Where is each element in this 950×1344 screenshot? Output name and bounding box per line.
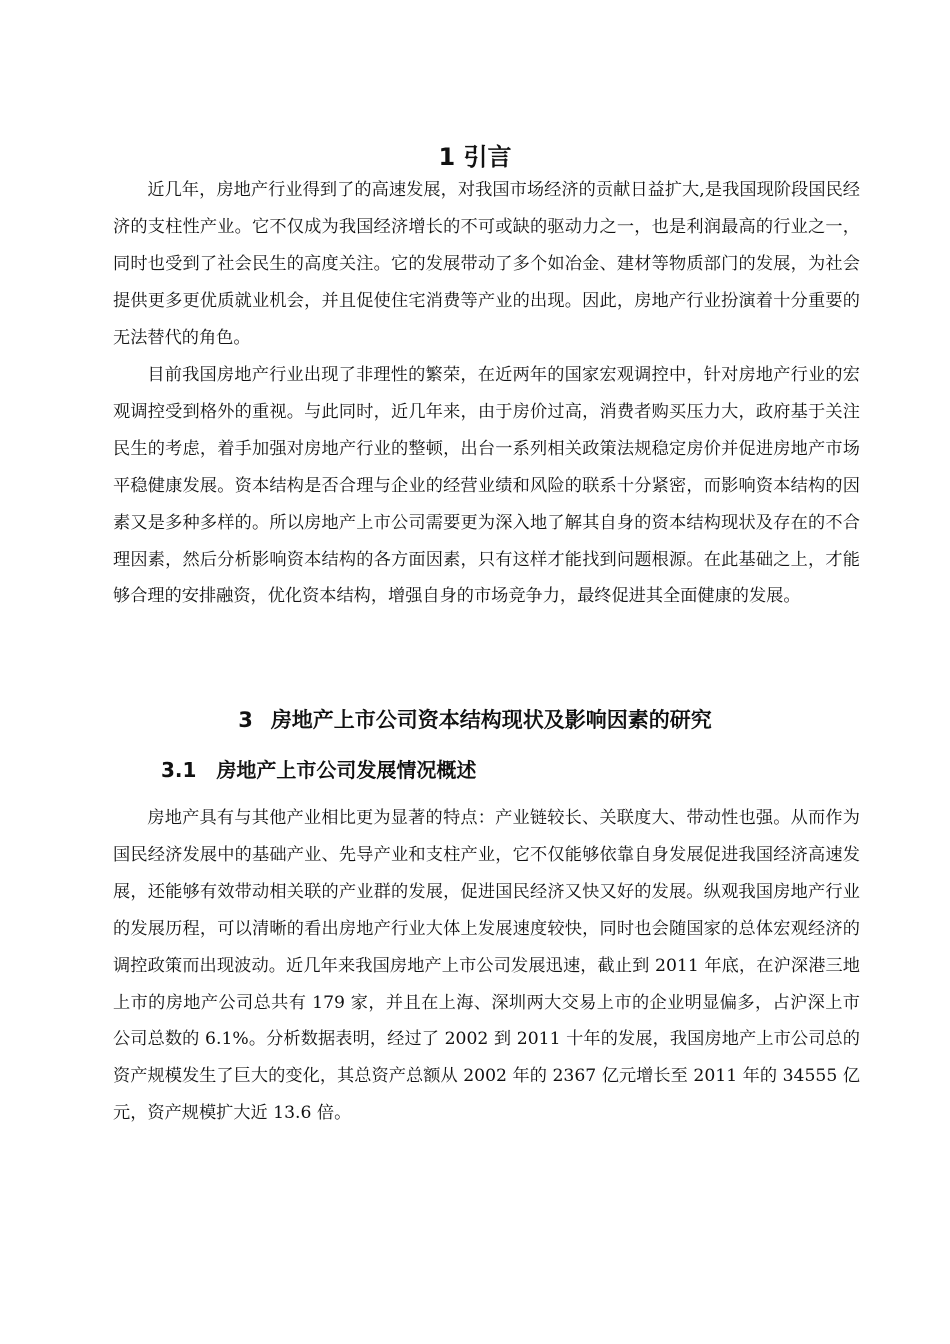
section-1-heading: 1 引言 xyxy=(438,143,512,171)
intro-paragraph-2: 目前我国房地产行业出现了非理性的繁荣，在近两年的国家宏观调控中，针对房地产行业的宏观调控受到格外的重视。与此同时，近几年来，由于房价过高，消费者购买压力大，政府基于关注民生的考虑，着手加强对房地产行业的整顿，出台一系列相关政策法规稳定房价并促进房地产市场平稳健康发展。资本结构是否合理与企业的经营业绩和风险的联系十分紧密，而影响资本结构的因素又是多种多样的。所以房地产上市公司需要更为深入地了解其自身的资本结构现状及存在的不合理因素，然后分析影响资本结构的各方面因素，只有这样才能找到问题根源。在此基础之上，才能够合理的安排融资，优化资本结构，增强自身的市场竞争力，最终促进其全面健康的发展。 xyxy=(113,365,860,607)
subsection-3-1-number: 3.1 xyxy=(161,758,197,782)
subsection-3-1-heading xyxy=(161,753,476,787)
section-3-number: 3 xyxy=(238,708,253,732)
intro-paragraph-1: 近几年，房地产行业得到了的高速发展，对我国市场经济的贡献日益扩大,是我国现阶段国民经济的支柱性产业。它不仅成为我国经济增长的不可或缺的驱动力之一，也是利润最高的行业之一，同时也受到了社会民生的高度关注。它的发展带动了多个如冶金、建材等物质部门的发展，为社会提供更多更优质就业机会，并且促使住宅消费等产业的出现。因此，房地产行业扮演着十分重要的无法替代的角色。 xyxy=(113,180,860,348)
section-3-heading xyxy=(113,703,837,737)
subsection-3-1-paragraph: 房地产具有与其他产业相比更为显著的特点：产业链较长、关联度大、带动性也强。从而作为国民经济发展中的基础产业、先导产业和支柱产业，它不仅能够依靠自身发展促进我国经济高速发展，还能够有效带动相关联的产业群的发展，促进国民经济又快又好的发展。纵观我国房地产行业的发展历程，可以清晰的看出房地产行业大体上发展速度较快，同时也会随国家的总体宏观经济的调控政策而出现波动。近几年来我国房地产上市公司发展迅速，截止到 2011 年底，在沪深港三地上市的房地产公司总共有 179 家，并且在上海、深圳两大交易上市的企业明显偏多，占沪深上市公司总数的 6.1%。分析数据表明，经过了 2002 到 2011 十年的发展，我国房地产上市公司总的资产规模发生了巨大的变化，其总资产总额从 2002 年的 2367 亿元增长至 2011 年的 34555 亿元，资产规模扩大近 13.6 倍。 xyxy=(113,808,860,1124)
section-3-title: 房地产上市公司资本结构现状及影响因素的研究 xyxy=(270,708,712,732)
subsection-3-1-title: 房地产上市公司发展情况概述 xyxy=(216,758,477,782)
